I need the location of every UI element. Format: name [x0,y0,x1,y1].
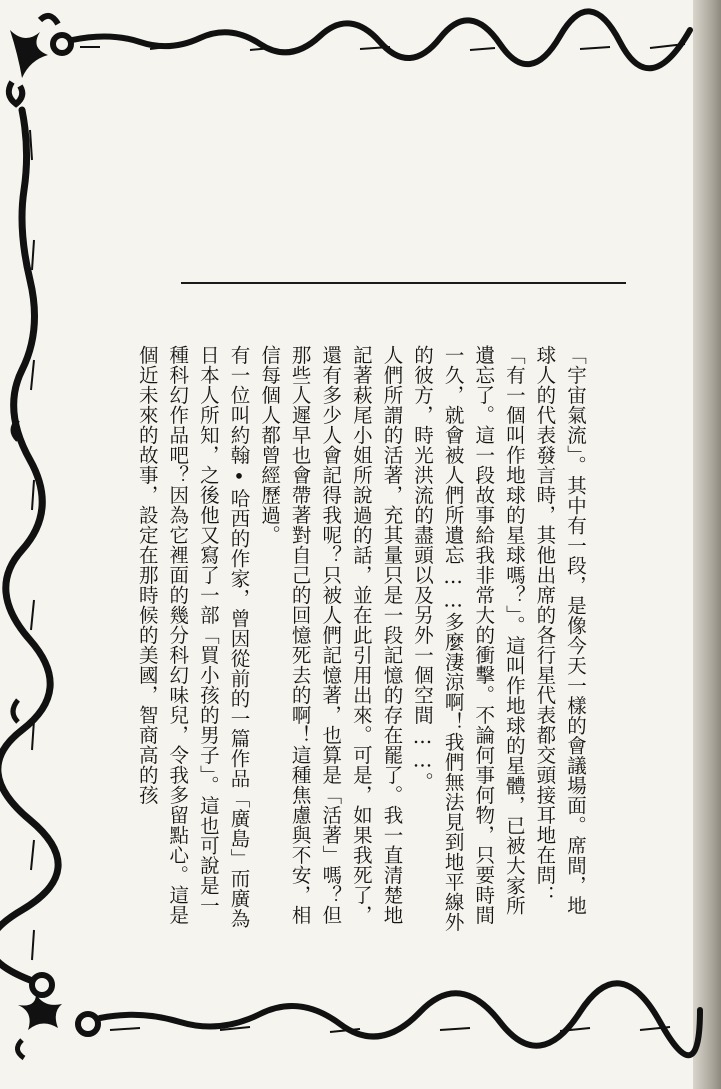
paragraph: 「宇宙氣流」。其中有一段，是像今天一樣的會議場面。席間，地球人的代表發言時，其他出席的各行星代表都交頭接耳地在問：「有一個叫作地球的星球嗎？」。這叫作地球的星體，已被大家所遺忘了。這一段故事給我非常大的衝擊。不論何事何物，只要時間一久，就會被人們所遺忘……多麼淒涼啊！我們無法見到地平線外的彼方，時光洪流的盡頭以及另外一個空間……。 [411,345,587,932]
paragraph: 有一位叫約翰•哈西的作家，曾因從前的一篇作品「廣島」而廣為日本人所知，之後他又寫了一部「買小孩的男子」。這也可說是一種科幻作品吧？因為它裡面的幾分科幻味兒，令我多留點心。這是個近未來的故事，設定在那時候的美國，智商高的孩 [135,345,251,929]
horizontal-rule [181,282,626,284]
corner-ornament-bottom-left [17,975,98,1058]
corner-ornament-top-left [9,16,71,104]
paragraph: 人們所謂的活著，充其量只是一段記憶的存在罷了。我一直清楚地記著萩尾小姐所說過的話，並在此引用出來。可是，如果我死了，還有多少人會記得我呢？只被人們記憶著，也算是「活著」嗎？但那些人遲早也會帶著對自己的回憶死去的啊！這種焦慮與不安，相信每個人都曾經歷過。 [258,345,404,925]
vertical-text-body [135,345,590,933]
